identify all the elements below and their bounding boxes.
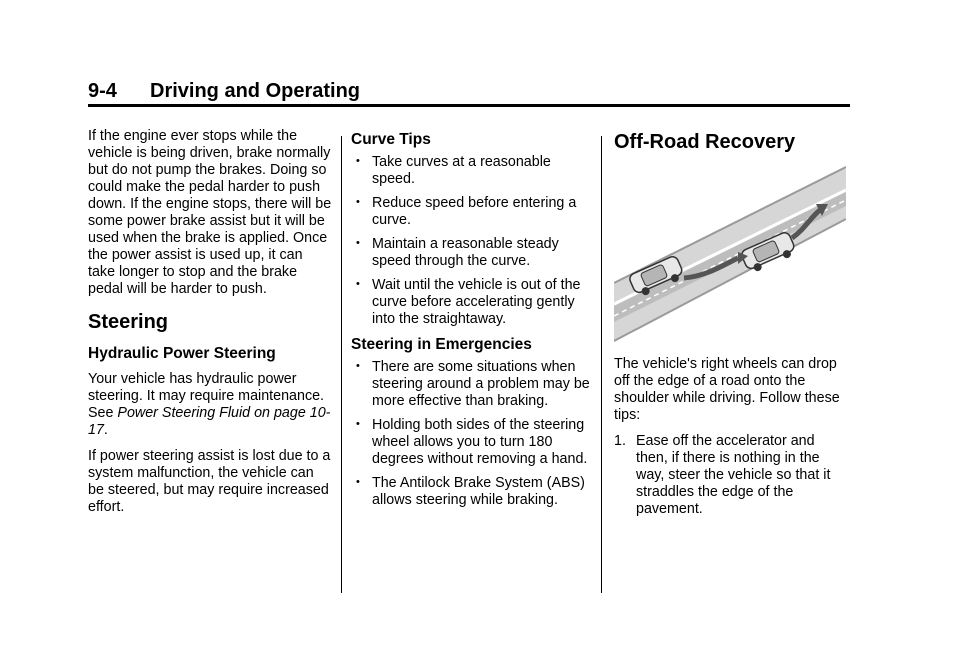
hydraulic-text: Your vehicle has hydraulic power steering. It may require maintenance. See — [88, 371, 325, 421]
list-item — [351, 195, 593, 229]
steering-emergencies-heading: Steering in Emergencies — [351, 336, 532, 353]
list-item-text: Holding both sides of the steering wheel allows you to turn 180 degrees without removing a hand. — [372, 417, 588, 467]
bullet-icon: • — [356, 196, 360, 208]
list-item — [351, 154, 593, 188]
step-number: 1. — [614, 433, 626, 449]
bullet-icon: • — [356, 476, 360, 488]
column-divider-1 — [341, 136, 342, 593]
curve-tips-heading: Curve Tips — [351, 131, 431, 148]
list-item — [614, 433, 850, 518]
list-item-text: Wait until the vehicle is out of the curve before accelerating gently into the straightaway. — [372, 277, 581, 327]
header-rule — [88, 104, 850, 107]
step-text: Ease off the accelerator and then, if there is nothing in the way, steer the vehicle so that it straddles the edge of the pavement. — [636, 433, 831, 517]
section-title: Driving and Operating — [150, 80, 361, 102]
list-item — [351, 417, 593, 468]
emergency-tips-list — [351, 359, 593, 509]
list-item — [351, 475, 593, 509]
column-divider-2 — [601, 136, 602, 593]
hydraulic-text-end: . — [103, 422, 108, 438]
list-item-text: There are some situations when steering around a problem may be more effective than braking. — [372, 359, 590, 409]
column-1 — [88, 128, 333, 525]
hydraulic-paragraph — [88, 371, 333, 439]
list-item — [351, 359, 593, 410]
bullet-icon: • — [356, 155, 360, 167]
list-item-text: Reduce speed before entering a curve. — [372, 195, 577, 228]
bullet-icon: • — [356, 360, 360, 372]
offroad-steps-list — [614, 433, 850, 518]
list-item — [351, 236, 593, 270]
column-2 — [351, 128, 593, 516]
hydraulic-power-steering-heading: Hydraulic Power Steering — [88, 345, 276, 362]
assist-lost-paragraph: If power steering assist is lost due to a system malfunction, the vehicle can be steered, but may require increased effort. — [88, 448, 331, 515]
offroad-recovery-heading: Off-Road Recovery — [614, 131, 796, 153]
offroad-paragraph: The vehicle's right wheels can drop off the edge of a road onto the shoulder while driving. Follow these tips: — [614, 356, 840, 423]
steering-heading: Steering — [88, 311, 169, 333]
offroad-recovery-illustration — [614, 166, 846, 342]
bullet-icon: • — [356, 418, 360, 430]
list-item-text: Take curves at a reasonable speed. — [372, 154, 551, 187]
page-header — [88, 80, 850, 106]
page-number: 9-4 — [88, 80, 117, 102]
curve-tips-list — [351, 154, 593, 328]
list-item — [351, 277, 593, 328]
bullet-icon: • — [356, 237, 360, 249]
bullet-icon: • — [356, 278, 360, 290]
list-item-text: The Antilock Brake System (ABS) allows steering while braking. — [372, 475, 585, 508]
list-item-text: Maintain a reasonable steady speed through the curve. — [372, 236, 559, 269]
column-3 — [614, 128, 850, 518]
power-steering-fluid-link[interactable]: Power Steering Fluid on page 10-17 — [88, 405, 331, 438]
engine-stop-paragraph: If the engine ever stops while the vehicle is being driven, brake normally but do not pump the brakes. Doing so could make the pedal harder to push down. If the engine stops, there will be some power brake assist but it will be used when the brake is applied. Once the power assist is used up, it can take longer to stop and the brake pedal will be harder to push. — [88, 128, 332, 297]
